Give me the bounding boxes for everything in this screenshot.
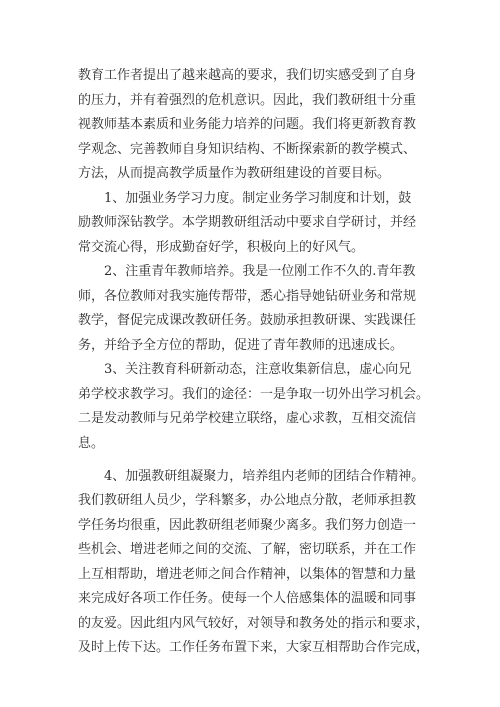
- text-line: 我们教研组人员少，学科繁多，办公地点分散，老师承担教: [78, 493, 417, 508]
- text-line: 师，各位教师对我实施传帮带，悉心指导她钻研业务和常规: [78, 289, 417, 304]
- text-line: 及时上传下达。工作任务布置下来，大家互相帮助合作完成，: [78, 640, 430, 655]
- text-line: 弟学校求教学习。我们的途径：一是争取一切外出学习机会。: [78, 387, 430, 402]
- text-line: 学任务均很重，因此教研组老师聚少离多。我们努力创造一: [78, 518, 417, 533]
- text-line: 教学，督促完成课改教研任务。鼓励承担教研课、实践课任: [78, 313, 417, 328]
- text-line: 来完成好各项工作任务。使每一个人倍感集体的温暖和同事: [78, 591, 417, 606]
- text-line: 务，并给予全方位的帮助，促进了青年教师的迅速成长。: [78, 338, 404, 353]
- text-line: 方法，从而提高教学质量作为教研组建设的首要目标。: [78, 166, 391, 181]
- text-line: 上互相帮助，增进老师之间合作精神，以集体的智慧和力量: [78, 567, 417, 582]
- paragraph-4-start: 4、加强教研组凝聚力，培养组内老师的团结合作精神。: [104, 469, 425, 484]
- paragraph-3-start: 3、关注教育科研新动态，注意收集新信息，虚心向兄: [104, 362, 412, 377]
- text-line: 二是发动教师与兄弟学校建立联络，虚心求教，互相交流信: [78, 411, 417, 426]
- text-line: 息。: [78, 436, 105, 451]
- text-line: 学观念、完善教师自身知识结构、不断探索新的教学模式、: [78, 142, 417, 157]
- text-line: 励教师深钻教学。本学期教研组活动中要求自学研讨，并经: [78, 215, 417, 230]
- text-line: 的友爱。因此组内风气较好，对领导和教务处的指示和要求，: [78, 616, 430, 631]
- paragraph-2-start: 2、注重青年教师培养。我是一位刚工作不久的.青年教: [104, 264, 416, 279]
- text-line: 常交流心得，形成勤奋好学，积极向上的好风气。: [78, 240, 365, 255]
- paragraph-1-start: 1、加强业务学习力度。制定业务学习制度和计划，鼓: [104, 191, 412, 206]
- text-line: 的压力，并有着强烈的危机意识。因此，我们教研组十分重: [78, 93, 417, 108]
- text-line: 些机会、增进老师之间的交流、了解，密切联系，并在工作: [78, 542, 417, 557]
- text-line: 视教师基本素质和业务能力培养的问题。我们将更新教育教: [78, 117, 417, 132]
- text-line: 教育工作者提出了越来越高的要求，我们切实感受到了自身: [78, 68, 417, 83]
